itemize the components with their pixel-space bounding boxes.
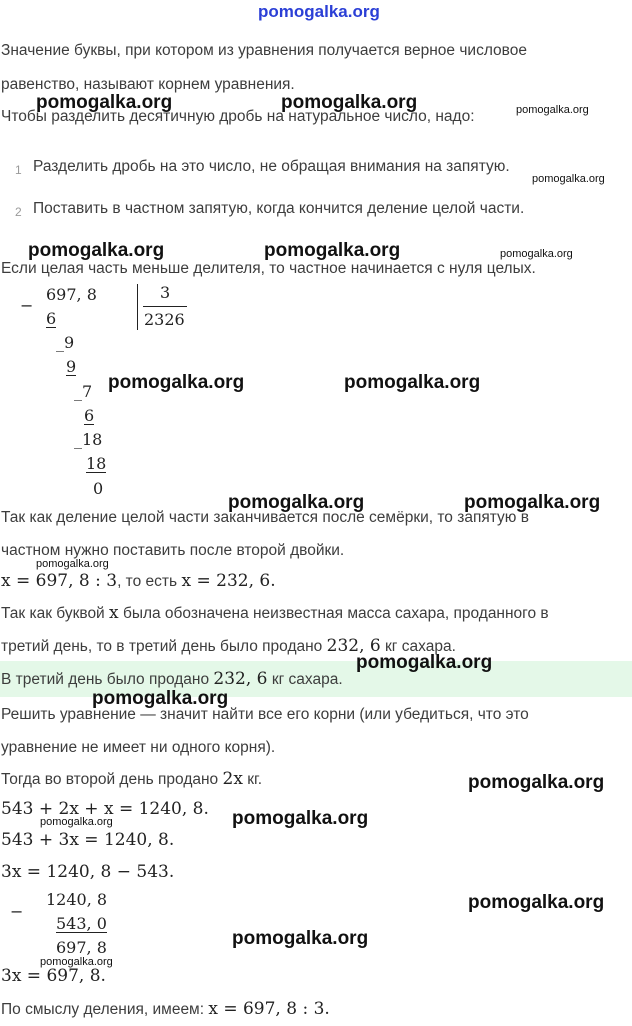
list-item-text: Разделить дробь на это число, не обращая внимания на запятую.: [33, 158, 510, 175]
watermark: pomogalka.org: [228, 492, 365, 513]
watermark: pomogalka.org: [468, 892, 605, 913]
watermark: pomogalka.org: [36, 558, 109, 570]
paragraph-by-division: По смыслу деления, имеем: x = 697, 8 : 3.: [1, 999, 330, 1019]
paragraph-root-definition-line2: равенство, называют корнем уравнения.: [1, 76, 295, 93]
answer-text: В третий день было продано 232, 6 кг сахара.: [1, 669, 343, 689]
equation-2: 543 + 3x = 1240, 8.: [1, 830, 175, 850]
division-step: 6: [84, 406, 95, 425]
watermark: pomogalka.org: [464, 492, 601, 513]
watermark: pomogalka.org: [356, 652, 493, 673]
division-step: _18: [74, 430, 103, 449]
watermark: pomogalka.org: [36, 92, 173, 113]
list-item-text: Поставить в частном запятую, когда кончится деление целой части.: [33, 200, 525, 217]
watermark: pomogalka.org: [468, 772, 605, 793]
list-item-number: 2: [15, 205, 22, 219]
paragraph-second-day: Тогда во второй день продано 2x кг.: [1, 769, 263, 789]
division-step: 18: [86, 454, 107, 473]
subtraction-minus: −: [10, 902, 24, 921]
watermark: pomogalka.org: [344, 372, 481, 393]
watermark: pomogalka.org: [92, 688, 229, 709]
paragraph-x-result: x = 697, 8 : 3, то есть x = 232, 6.: [1, 571, 276, 591]
watermark: pomogalka.org: [40, 816, 113, 828]
division-quotient: 2326: [144, 310, 185, 329]
watermark: pomogalka.org: [232, 928, 369, 949]
division-step: _7: [74, 382, 93, 401]
watermark: pomogalka.org: [532, 173, 605, 185]
division-quotient-line: [143, 306, 187, 307]
division-step: _9: [56, 333, 75, 352]
watermark: pomogalka.org: [40, 956, 113, 968]
watermark: pomogalka.org: [264, 240, 401, 261]
division-step: 0: [93, 479, 104, 498]
watermark: pomogalka.org: [281, 92, 418, 113]
paragraph-solve-line1: Решить уравнение — значит найти все его корни (или убедиться, что это: [1, 706, 529, 723]
watermark: pomogalka.org: [28, 240, 165, 261]
division-step: 9: [66, 357, 77, 376]
watermark: pomogalka.org: [108, 372, 245, 393]
paragraph-zero-integer: Если целая часть меньше делителя, то частное начинается с нуля целых.: [1, 260, 536, 277]
watermark-top: pomogalka.org: [258, 2, 380, 21]
division-dividend: 697, 8: [46, 285, 97, 304]
division-bar: [137, 284, 138, 330]
division-minus: −: [20, 296, 34, 315]
division-divisor: 3: [160, 283, 171, 302]
paragraph-meaning-line2: третий день, то в третий день было продано 232, 6 кг сахара.: [1, 636, 456, 656]
paragraph-comma-placement-line2: частном нужно поставить после второй двойки.: [1, 542, 345, 559]
equation-1: 543 + 2x + x = 1240, 8.: [1, 799, 209, 819]
paragraph-comma-placement-line1: Так как деление целой части заканчивается после семёрки, то запятую в: [1, 509, 529, 526]
watermark: pomogalka.org: [516, 104, 589, 116]
paragraph-root-definition-line1: Значение буквы, при котором из уравнения получается верное числовое: [1, 42, 527, 59]
paragraph-solve-line2: уравнение не имеет ни одного корня).: [1, 739, 276, 756]
subtraction-minuend: 1240, 8: [46, 890, 108, 909]
division-step: 6: [46, 309, 57, 328]
subtraction-subtrahend: 543, 0: [56, 914, 107, 933]
watermark: pomogalka.org: [232, 808, 369, 829]
watermark: pomogalka.org: [500, 248, 573, 260]
equation-4: 3x = 697, 8.: [1, 966, 106, 986]
paragraph-meaning-line1: Так как буквой x была обозначена неизвестная масса сахара, проданного в: [1, 603, 549, 623]
list-item-number: 1: [15, 163, 22, 177]
equation-3: 3x = 1240, 8 − 543.: [1, 862, 175, 882]
subtraction-result: 697, 8: [56, 938, 107, 957]
paragraph-division-rule: Чтобы разделить десятичную дробь на натуральное число, надо:: [1, 108, 475, 125]
